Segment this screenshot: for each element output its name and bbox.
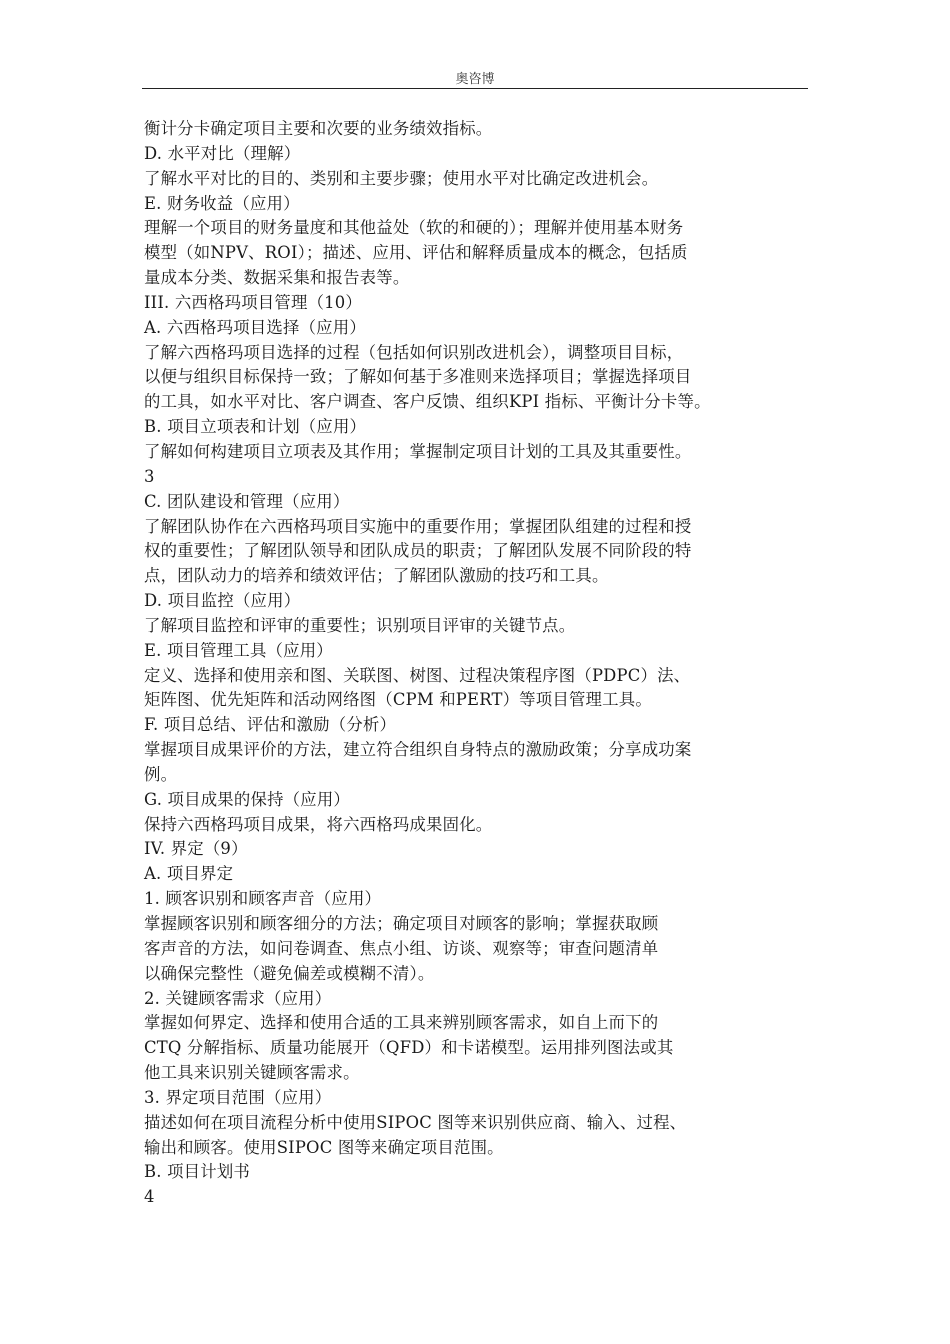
text-line: 3: [144, 466, 155, 486]
text-line: 了解团队协作在六西格玛项目实施中的重要作用；掌握团队组建的过程和授: [144, 516, 692, 536]
text-line: A. 六西格玛项目选择（应用）: [144, 317, 366, 337]
text-line: 矩阵图、优先矩阵和活动网络图（CPM 和PERT）等项目管理工具。: [144, 690, 652, 710]
text-line: 例。: [144, 764, 178, 784]
text-line: 了解六西格玛项目选择的过程（包括如何识别改进机会），调整项目目标，: [144, 342, 684, 362]
text-line: 4: [144, 1187, 155, 1207]
document-body: [144, 117, 804, 1210]
text-line: 掌握如何界定、选择和使用合适的工具来辨别顾客需求，如自上而下的: [144, 1013, 659, 1033]
text-line: 了解水平对比的目的、类别和主要步骤；使用水平对比确定改进机会。: [144, 168, 659, 188]
text-line: 保持六西格玛项目成果，将六西格玛成果固化。: [144, 814, 493, 834]
text-line: E. 财务收益（应用）: [144, 193, 300, 213]
text-line: C. 团队建设和管理（应用）: [144, 491, 350, 511]
text-line: 掌握顾客识别和顾客细分的方法；确定项目对顾客的影响；掌握获取顾: [144, 914, 659, 933]
header-title: 奥咨博: [455, 72, 495, 87]
text-line: 点，团队动力的培养和绩效评估；了解团队激励的技巧和工具。: [144, 566, 609, 586]
text-line: 理解一个项目的财务量度和其他益处（软的和硬的）；理解并使用基本财务: [144, 218, 684, 238]
page-header: [142, 68, 808, 89]
text-line: 描述如何在项目流程分析中使用SIPOC 图等来识别供应商、输入、过程、: [144, 1112, 687, 1132]
text-line: E. 项目管理工具（应用）: [144, 640, 333, 660]
text-line: 模型（如NPV、ROI）；描述、应用、评估和解释质量成本的概念，包括质: [144, 243, 688, 263]
text-line: B. 项目计划书: [144, 1162, 251, 1182]
text-line: 2. 关键顾客需求（应用）: [144, 988, 332, 1008]
text-line: 以便与组织目标保持一致；了解如何基于多准则来选择项目；掌握选择项目: [144, 367, 692, 387]
text-line: 了解如何构建项目立项表及其作用；掌握制定项目计划的工具及其重要性。: [144, 441, 692, 461]
text-line: D. 项目监控（应用）: [144, 591, 301, 611]
text-line: 他工具来识别关键顾客需求。: [144, 1063, 360, 1083]
text-line: G. 项目成果的保持（应用）: [144, 789, 351, 809]
text-line: III. 六西格玛项目管理（10）: [144, 292, 363, 312]
text-line: CTQ 分解指标、质量功能展开（QFD）和卡诺模型。运用排列图法或其: [144, 1038, 674, 1058]
text-line: 输出和顾客。使用SIPOC 图等来确定项目范围。: [144, 1137, 504, 1157]
text-line: 量成本分类、数据采集和报告表等。: [144, 268, 410, 288]
text-line: 了解项目监控和评审的重要性；识别项目评审的关键节点。: [144, 615, 576, 635]
text-line: 客声音的方法，如问卷调查、焦点小组、访谈、观察等；审查问题清单: [144, 938, 659, 958]
text-line: 的工具，如水平对比、客户调查、客户反馈、组织KPI 指标、平衡计分卡等。: [144, 392, 711, 412]
text-line: 衡计分卡确定项目主要和次要的业务绩效指标。: [144, 119, 493, 138]
text-line: 以确保完整性（避免偏差或模糊不清）。: [144, 963, 435, 983]
text-line: 掌握项目成果评价的方法，建立符合组织自身特点的激励政策；分享成功案: [144, 740, 692, 760]
text-line: 权的重要性；了解团队领导和团队成员的职责；了解团队发展不同阶段的特: [144, 541, 692, 561]
text-line: 定义、选择和使用亲和图、关联图、树图、过程决策程序图（PDPC）法、: [144, 665, 691, 685]
text-line: A. 项目界定: [144, 864, 234, 884]
text-line: B. 项目立项表和计划（应用）: [144, 417, 367, 437]
text-line: F. 项目总结、评估和激励（分析）: [144, 715, 397, 735]
text-line: 1. 顾客识别和顾客声音（应用）: [144, 889, 382, 909]
text-line: D. 水平对比（理解）: [144, 143, 301, 163]
text-line: 3. 界定项目范围（应用）: [144, 1087, 332, 1107]
text-line: IV. 界定（9）: [144, 839, 248, 859]
